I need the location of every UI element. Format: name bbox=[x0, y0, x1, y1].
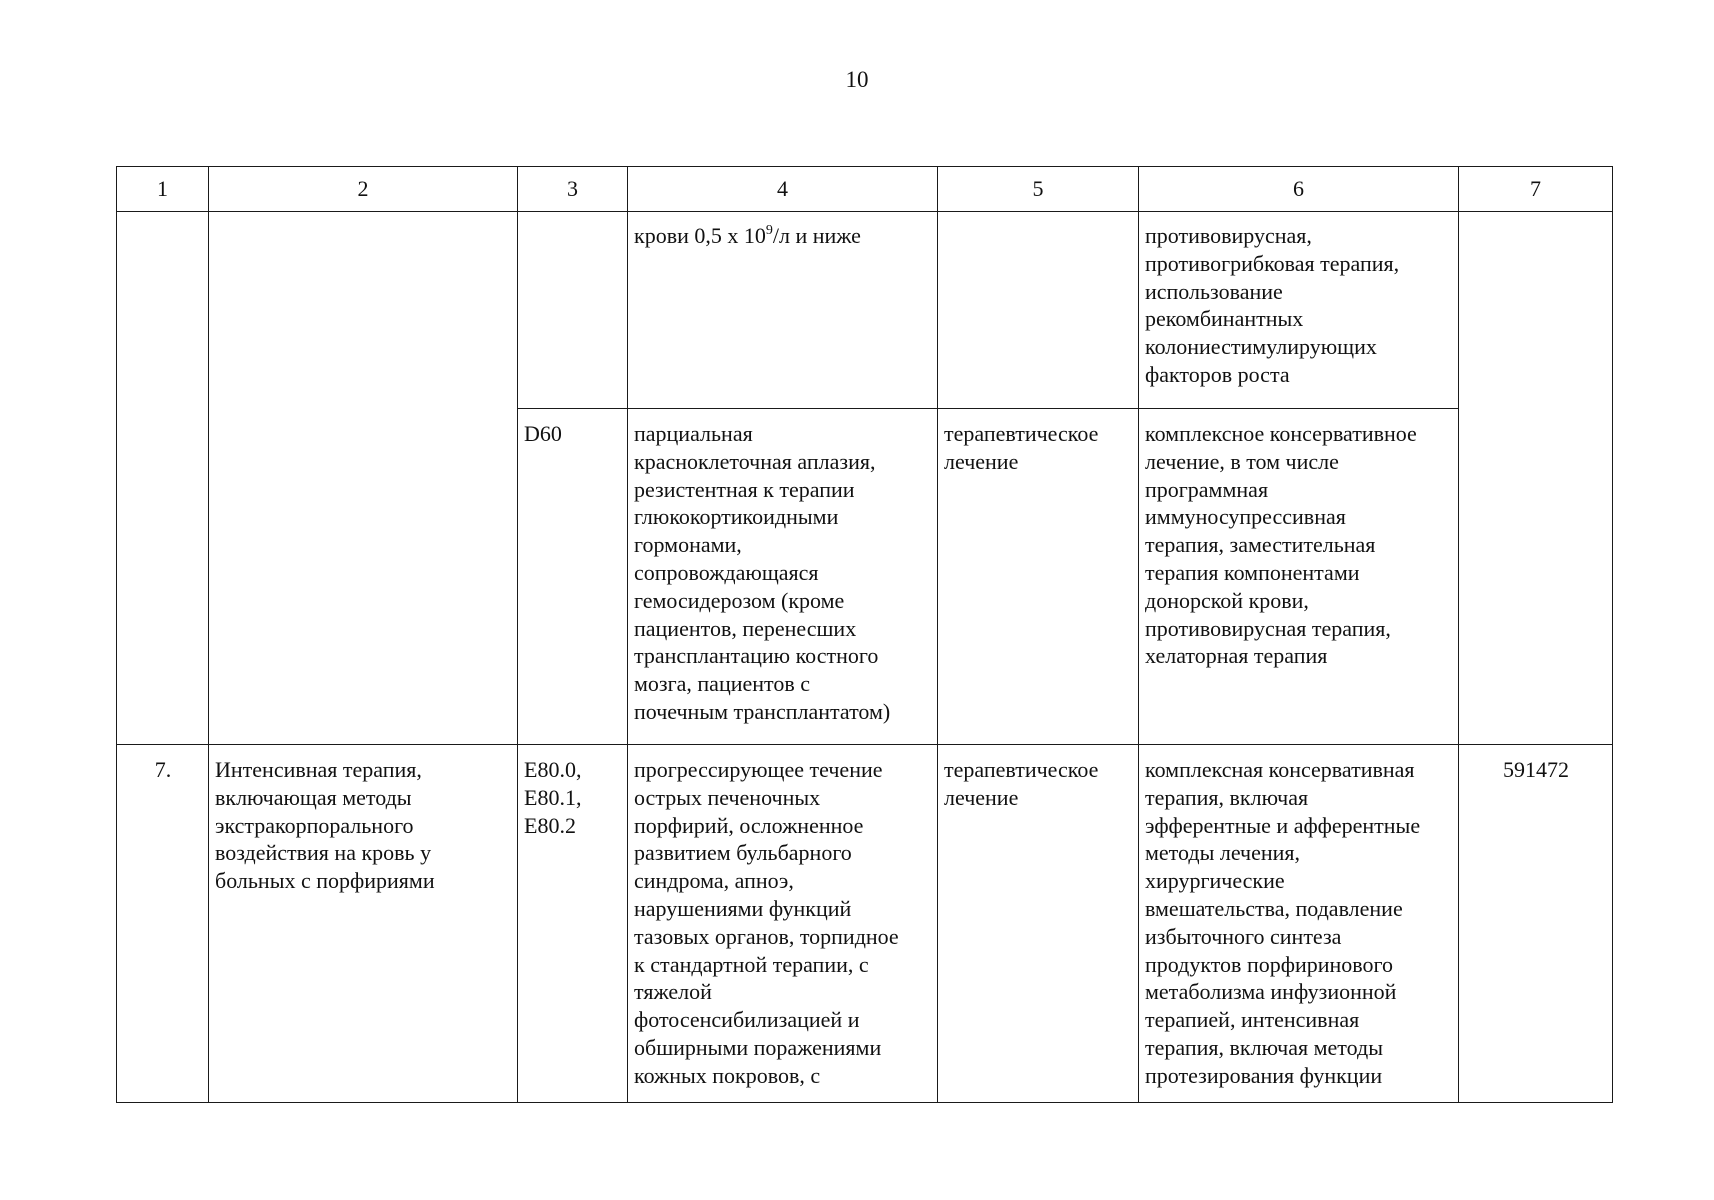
care-name-cell bbox=[209, 745, 518, 1103]
cell-text-line: терапией, интенсивная bbox=[1145, 1007, 1360, 1033]
medical-care-table bbox=[116, 166, 1613, 1103]
cell-text-line: избыточного синтеза bbox=[1145, 923, 1342, 949]
cell-text-line: к стандартной терапии, с bbox=[634, 951, 869, 977]
treatment-method-cell bbox=[1139, 745, 1459, 1103]
icd-code-cell bbox=[518, 212, 628, 409]
cell-text-line: терапия, заместительная bbox=[1145, 532, 1376, 558]
treatment-method-cell bbox=[1139, 409, 1459, 745]
price-cell bbox=[1459, 212, 1613, 745]
cell-text-line: экстракорпорального bbox=[215, 812, 414, 838]
cell-text-line: лечение bbox=[944, 448, 1019, 474]
cell-text-line: хирургические bbox=[1145, 868, 1285, 894]
cell-text-line: острых печеночных bbox=[634, 784, 821, 810]
cell-text-line: эфферентные и афферентные bbox=[1145, 812, 1421, 838]
cell-text-line: красноклеточная аплазия, bbox=[634, 448, 876, 474]
price-cell: 591472 bbox=[1459, 745, 1613, 1103]
cell-text-line: метаболизма инфузионной bbox=[1145, 979, 1397, 1005]
treatment-type-cell bbox=[938, 409, 1139, 745]
treatment-method-cell bbox=[1139, 212, 1459, 409]
cell-text-line: терапевтическое bbox=[944, 421, 1099, 446]
column-header-6: 6 bbox=[1139, 167, 1459, 212]
treatment-type-cell bbox=[938, 212, 1139, 409]
cell-text-line: методы лечения, bbox=[1145, 840, 1301, 866]
cell-text-line: рекомбинантных bbox=[1145, 306, 1304, 332]
cell-text-line: противовирусная терапия, bbox=[1145, 615, 1391, 641]
cell-text-line: сопровождающаяся bbox=[634, 559, 819, 585]
cell-text-line: использование bbox=[1145, 278, 1283, 304]
icd-code-cell bbox=[518, 745, 628, 1103]
treatment-type-cell bbox=[938, 745, 1139, 1103]
cell-text-line: терапия, включая bbox=[1145, 784, 1309, 810]
cell-text-line: Интенсивная терапия, bbox=[215, 757, 422, 782]
cell-text-line: обширными поражениями bbox=[634, 1034, 882, 1060]
cell-text-line: донорской крови, bbox=[1145, 587, 1309, 613]
table-header-row bbox=[117, 167, 1613, 212]
cell-text-line: почечным трансплантатом) bbox=[634, 698, 891, 724]
cell-text-line: трансплантацию костного bbox=[634, 643, 879, 669]
cell-text-line: тазовых органов, торпидное bbox=[634, 923, 899, 949]
page-number: 10 bbox=[845, 67, 869, 92]
cell-text-line: прогрессирующее течение bbox=[634, 757, 883, 782]
patient-model-cell bbox=[628, 745, 938, 1103]
cell-text-line: иммуносупрессивная bbox=[1145, 504, 1346, 530]
cell-text-line: программная bbox=[1145, 476, 1269, 502]
cell-text-line: гемосидерозом (кроме bbox=[634, 587, 845, 613]
cell-text-line: противовирусная, bbox=[1145, 223, 1312, 248]
cell-text-line: лечение, в том числе bbox=[1145, 448, 1339, 474]
cell-text-line: хелаторная терапия bbox=[1145, 643, 1328, 669]
cell-text-line: E80.0, bbox=[524, 757, 582, 782]
cell-text-line: E80.1, bbox=[524, 784, 582, 810]
cell-text-line: резистентная к терапии bbox=[634, 476, 855, 502]
cell-text-line: гормонами, bbox=[634, 532, 742, 558]
column-header-1: 1 bbox=[117, 167, 209, 212]
cell-text-line: колониестимулирующих bbox=[1145, 334, 1377, 360]
table-row bbox=[117, 745, 1613, 1103]
cell-text-line: глюкокортикоидными bbox=[634, 504, 839, 530]
column-header-4: 4 bbox=[628, 167, 938, 212]
cell-text-line: терапевтическое bbox=[944, 757, 1099, 782]
cell-text-line: пациентов, перенесших bbox=[634, 615, 857, 641]
cell-text-line: синдрома, апноэ, bbox=[634, 868, 794, 894]
cell-text-line: вмешательства, подавление bbox=[1145, 895, 1403, 921]
cell-text-line: включающая методы bbox=[215, 784, 412, 810]
cell-text-line: протезирования функции bbox=[1145, 1062, 1383, 1088]
column-header-3: 3 bbox=[518, 167, 628, 212]
cell-text-line: комплексное консервативное bbox=[1145, 421, 1417, 446]
care-name-cell bbox=[209, 212, 518, 745]
cell-text-line: терапия компонентами bbox=[1145, 559, 1360, 585]
row-number-cell: 7. bbox=[117, 745, 209, 1103]
cell-text-line: лечение bbox=[944, 784, 1019, 810]
cell-text-line: противогрибковая терапия, bbox=[1145, 250, 1400, 276]
cell-text-line: тяжелой bbox=[634, 979, 712, 1005]
cell-text-line: кожных покровов, с bbox=[634, 1062, 821, 1088]
cell-text-line: больных с порфириями bbox=[215, 868, 435, 894]
cell-text-line: воздействия на кровь у bbox=[215, 840, 432, 866]
cell-text-line: продуктов порфиринового bbox=[1145, 951, 1394, 977]
icd-code-cell: D60 bbox=[518, 409, 628, 745]
patient-model-cell bbox=[628, 212, 938, 409]
row-number-cell bbox=[117, 212, 209, 745]
column-header-2: 2 bbox=[209, 167, 518, 212]
cell-text-line: мозга, пациентов с bbox=[634, 671, 810, 697]
cell-text-line: нарушениями функций bbox=[634, 895, 852, 921]
cell-text-line: парциальная bbox=[634, 421, 753, 446]
cell-text-line: комплексная консервативная bbox=[1145, 757, 1415, 782]
cell-text-line: развитием бульбарного bbox=[634, 840, 852, 866]
column-header-5: 5 bbox=[938, 167, 1139, 212]
table-row bbox=[117, 212, 1613, 409]
cell-text-line: фотосенсибилизацией и bbox=[634, 1007, 860, 1033]
patient-model-cell bbox=[628, 409, 938, 745]
cell-text-line: терапия, включая методы bbox=[1145, 1034, 1383, 1060]
cell-text-line: факторов роста bbox=[1145, 361, 1290, 387]
column-header-7: 7 bbox=[1459, 167, 1613, 212]
cell-text-line: E80.2 bbox=[524, 812, 576, 838]
cell-text-line: порфирий, осложненное bbox=[634, 812, 864, 838]
patient-model-text: крови 0,5 х $10^9/л$ и ниже bbox=[634, 223, 861, 248]
